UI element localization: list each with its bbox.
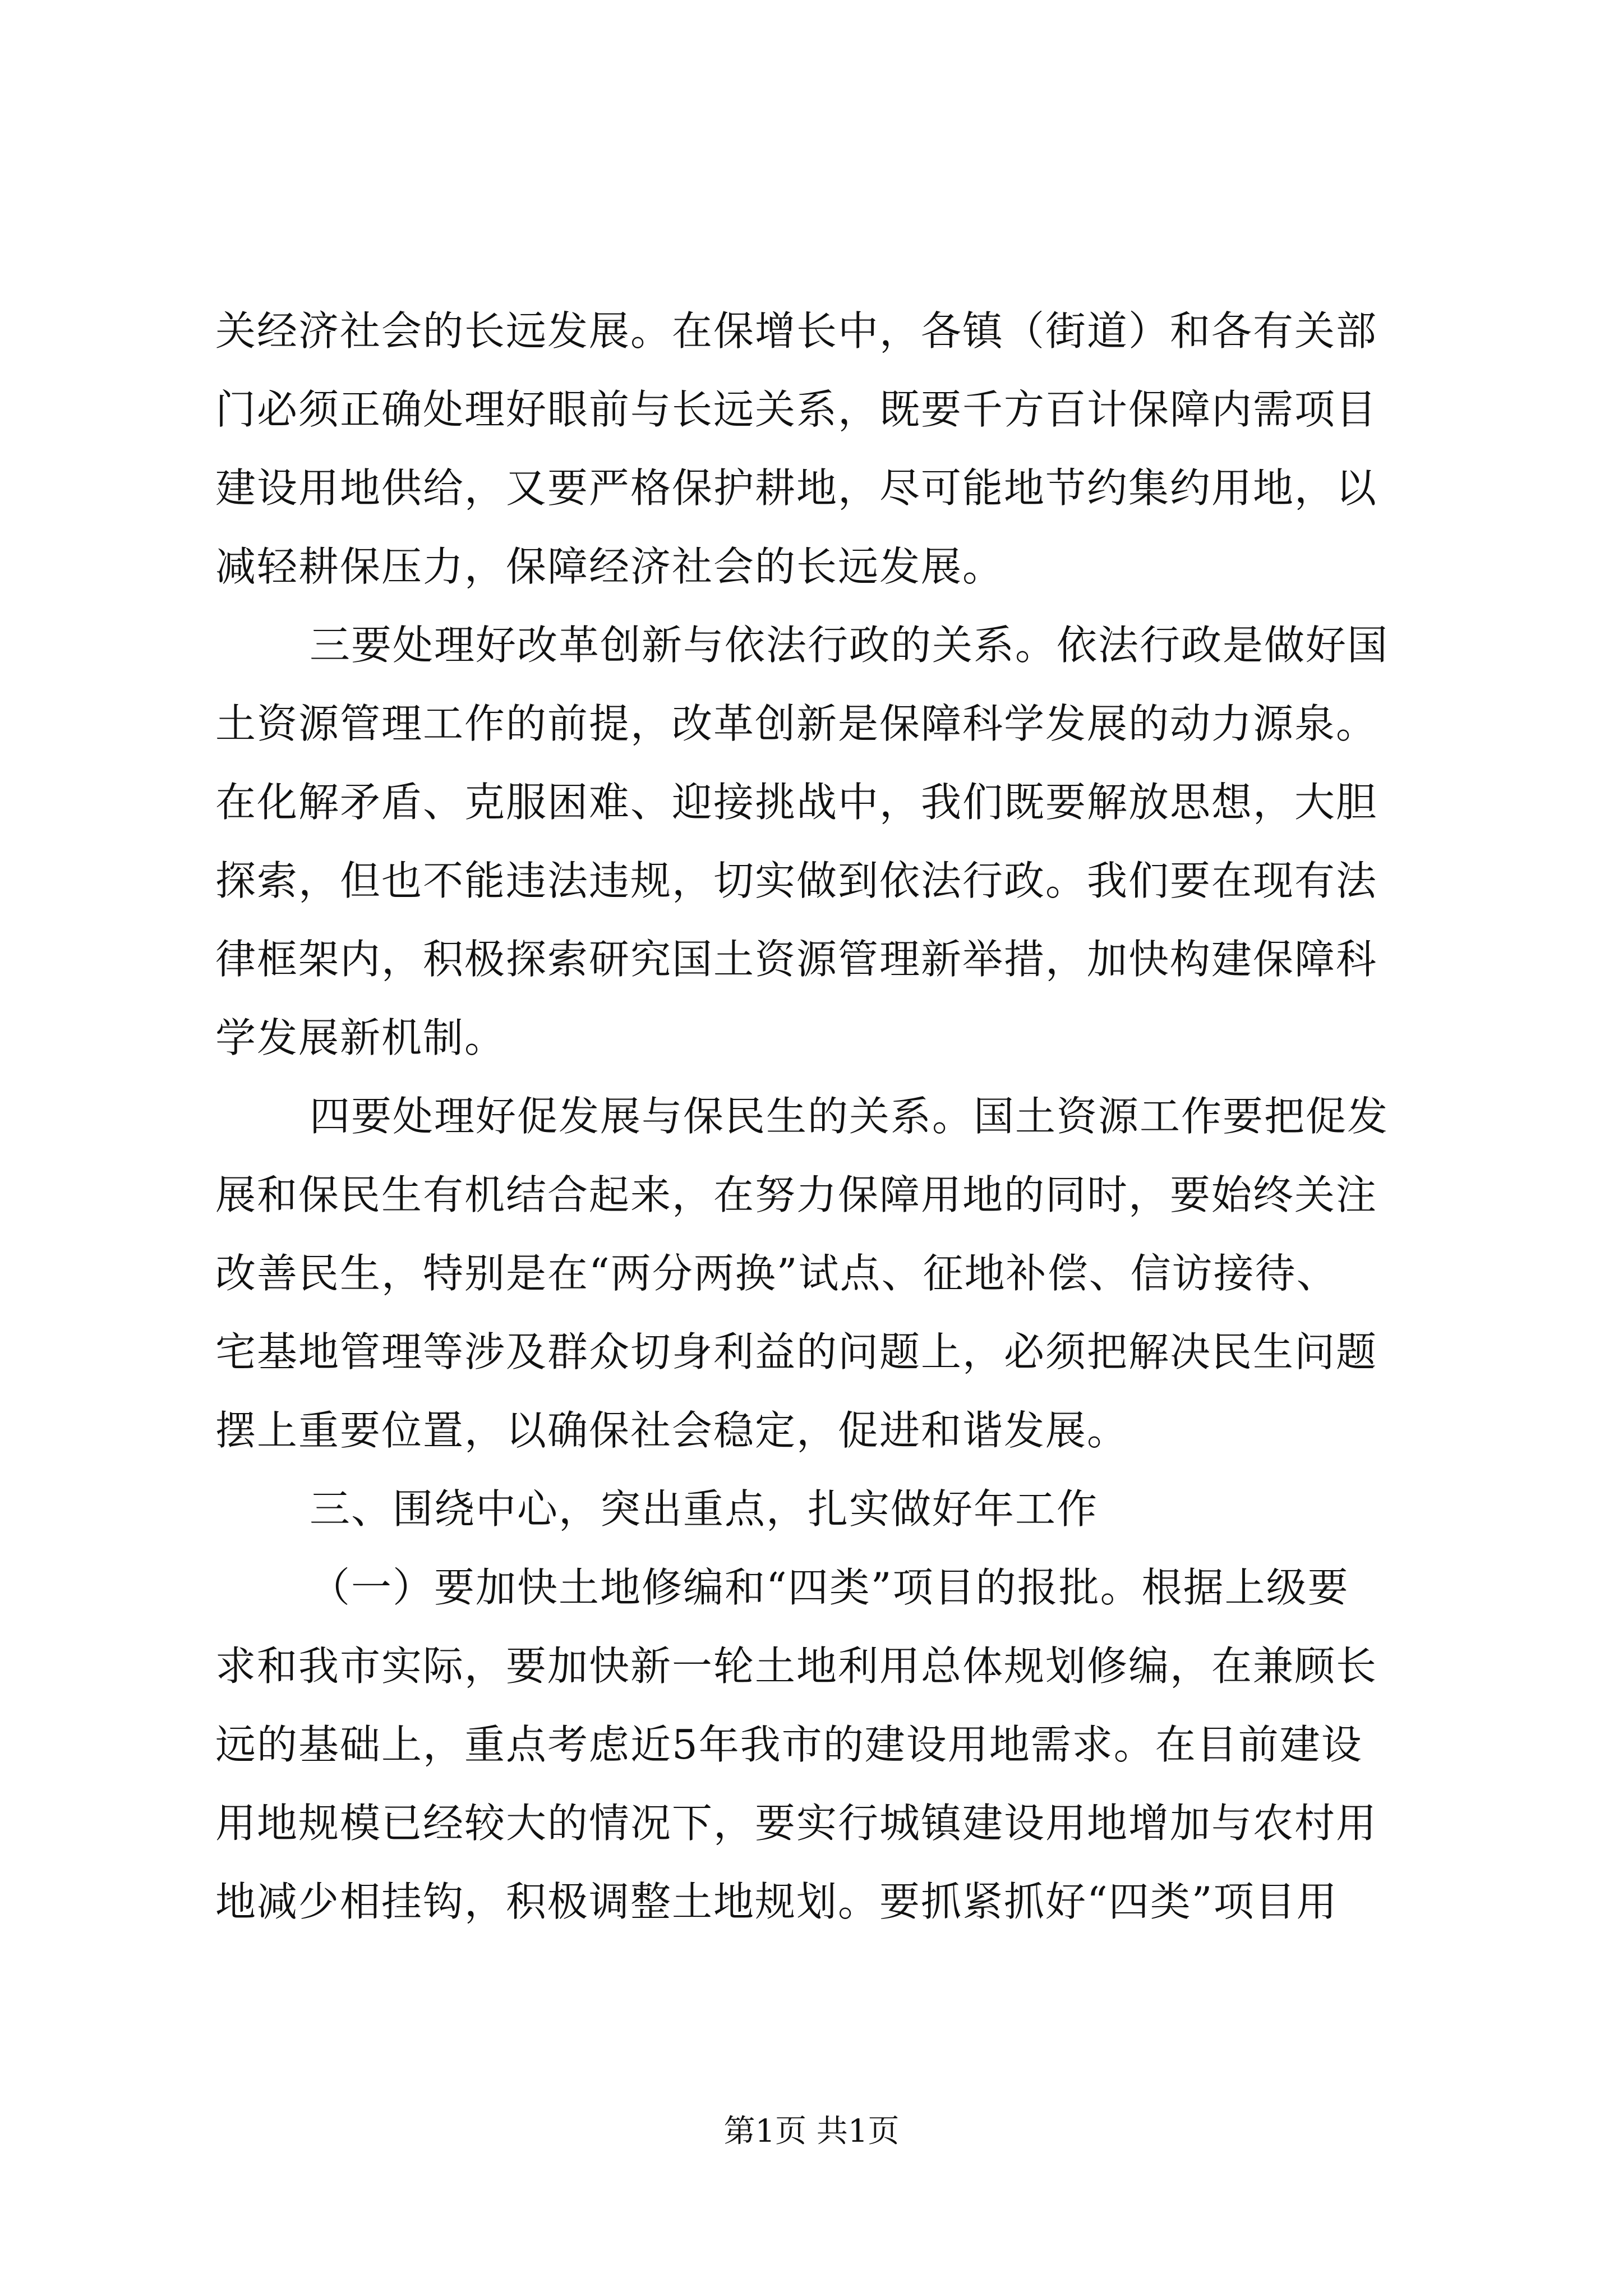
- text-line: 摆上重要位置，以确保社会稳定，促进和谐发展。: [215, 1407, 1129, 1454]
- document-body: [215, 292, 1421, 1941]
- text-line: 建设用地供给，又要严格保护耕地，尽可能地节约集约用地，以: [215, 464, 1378, 512]
- text-line: 探索，但也不能违法违规，切实做到依法行政。我们要在现有法: [215, 857, 1378, 904]
- text-line: 地减少相挂钩，积极调整土地规划。要抓紧抓好“四类”项目用: [215, 1878, 1338, 1925]
- subsection-start: （一）要加快土地修编和“四类”项目的报批。根据上级要: [310, 1564, 1349, 1611]
- section-heading: 三、围绕中心，突出重点，扎实做好年工作: [310, 1485, 1099, 1533]
- text-line: 远的基础上，重点考虑近5年我市的建设用地需求。在目前建设: [215, 1721, 1363, 1768]
- text-line: 关经济社会的长远发展。在保增长中，各镇（街道）和各有关部: [215, 307, 1378, 355]
- text-line: 减轻耕保压力，保障经济社会的长远发展。: [215, 543, 1004, 590]
- paragraph-start: 三要处理好改革创新与依法行政的关系。依法行政是做好国: [310, 622, 1389, 669]
- page-number-label: 第1页 共1页: [723, 2113, 900, 2150]
- text-line: 展和保民生有机结合起来，在努力保障用地的同时，要始终关注: [215, 1171, 1378, 1218]
- text-line: 土资源管理工作的前提，改革创新是保障科学发展的动力源泉。: [215, 700, 1378, 747]
- text-line: 改善民生，特别是在“两分两换”试点、征地补偿、信访接待、: [215, 1250, 1338, 1297]
- text-line: 学发展新机制。: [215, 1014, 506, 1061]
- text-line: 求和我市实际，要加快新一轮土地利用总体规划修编，在兼顾长: [215, 1642, 1378, 1690]
- page-footer: [0, 2109, 1623, 2154]
- text-line: 宅基地管理等涉及群众切身利益的问题上，必须把解决民生问题: [215, 1328, 1378, 1375]
- text-line: 律框架内，积极探索研究国土资源管理新举措，加快构建保障科: [215, 936, 1378, 983]
- text-line: 门必须正确处理好眼前与长远关系，既要千方百计保障内需项目: [215, 386, 1378, 433]
- text-line: 在化解矛盾、克服困难、迎接挑战中，我们既要解放思想，大胆: [215, 779, 1378, 826]
- paragraph-start: 四要处理好促发展与保民生的关系。国土资源工作要把促发: [310, 1093, 1389, 1140]
- text-line: 用地规模已经较大的情况下，要实行城镇建设用地增加与农村用: [215, 1800, 1378, 1847]
